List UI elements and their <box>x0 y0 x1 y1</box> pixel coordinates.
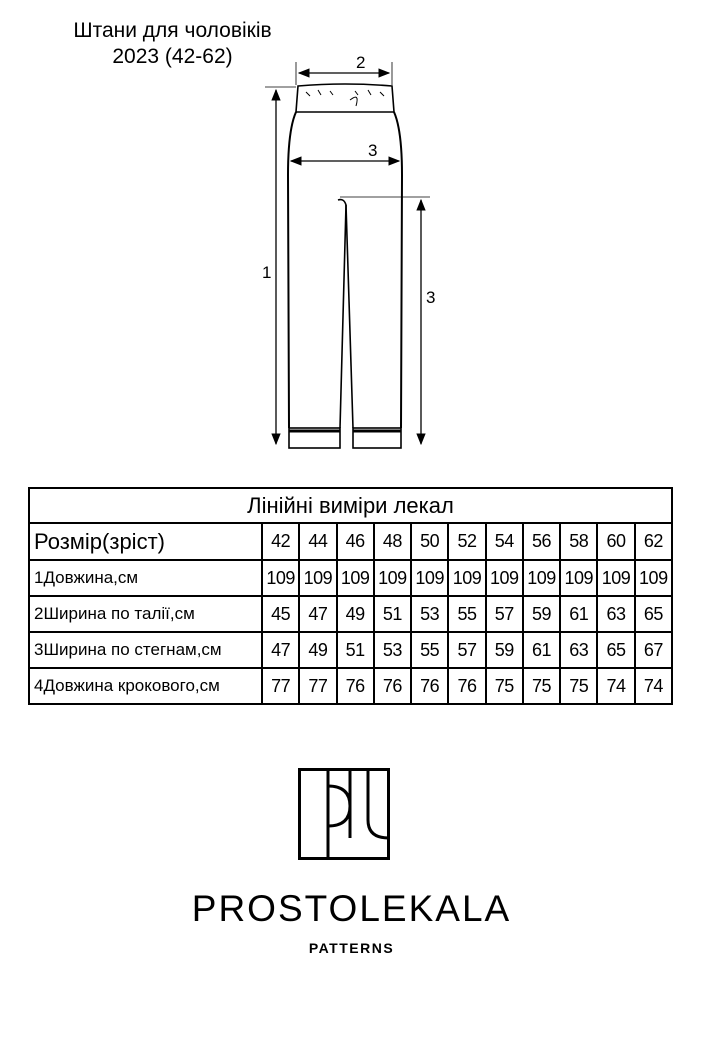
value-cell: 65 <box>635 596 672 632</box>
size-cell: 50 <box>411 523 448 560</box>
value-cell: 109 <box>597 560 634 596</box>
size-cell: 46 <box>337 523 374 560</box>
value-cell: 77 <box>262 668 299 704</box>
row-label: 4Довжина крокового,см <box>29 668 262 704</box>
brand-logo-icon <box>298 768 390 860</box>
size-cell: 54 <box>486 523 523 560</box>
size-cell: 44 <box>299 523 336 560</box>
value-cell: 57 <box>486 596 523 632</box>
value-cell: 65 <box>597 632 634 668</box>
title-line-2: 2023 (42-62) <box>112 45 233 68</box>
row-label: 2Ширина по талії,см <box>29 596 262 632</box>
table-header-row <box>29 523 672 560</box>
value-cell: 55 <box>448 596 485 632</box>
value-cell: 55 <box>411 632 448 668</box>
value-cell: 63 <box>597 596 634 632</box>
size-cell: 48 <box>374 523 411 560</box>
dim-label-2: 2 <box>356 53 366 72</box>
size-cell: 62 <box>635 523 672 560</box>
size-cell: 58 <box>560 523 597 560</box>
value-cell: 59 <box>523 596 560 632</box>
size-table <box>28 487 673 705</box>
size-cell: 56 <box>523 523 560 560</box>
value-cell: 109 <box>299 560 336 596</box>
value-cell: 61 <box>560 596 597 632</box>
brand-subtitle: PATTERNS <box>308 940 395 956</box>
value-cell: 49 <box>299 632 336 668</box>
value-cell: 75 <box>523 668 560 704</box>
table-row <box>29 632 672 668</box>
value-cell: 74 <box>597 668 634 704</box>
value-cell: 47 <box>262 632 299 668</box>
value-cell: 109 <box>262 560 299 596</box>
value-cell: 59 <box>486 632 523 668</box>
value-cell: 74 <box>635 668 672 704</box>
value-cell: 67 <box>635 632 672 668</box>
value-cell: 77 <box>299 668 336 704</box>
value-cell: 47 <box>299 596 336 632</box>
table-row <box>29 596 672 632</box>
value-cell: 75 <box>560 668 597 704</box>
dim-label-1: 1 <box>262 263 272 282</box>
row-label: 3Ширина по стегнам,см <box>29 632 262 668</box>
value-cell: 109 <box>411 560 448 596</box>
size-cell: 52 <box>448 523 485 560</box>
value-cell: 45 <box>262 596 299 632</box>
value-cell: 109 <box>337 560 374 596</box>
value-cell: 109 <box>523 560 560 596</box>
value-cell: 109 <box>448 560 485 596</box>
row-label: 1Довжина,см <box>29 560 262 596</box>
table-caption: Лінійні виміри лекал <box>29 488 672 523</box>
value-cell: 76 <box>448 668 485 704</box>
value-cell: 109 <box>635 560 672 596</box>
value-cell: 76 <box>374 668 411 704</box>
value-cell: 75 <box>486 668 523 704</box>
trousers-outline <box>288 84 402 448</box>
brand-name: PROSTOLEKALA <box>191 888 512 929</box>
value-cell: 53 <box>374 632 411 668</box>
table-row <box>29 560 672 596</box>
table-row <box>29 668 672 704</box>
value-cell: 51 <box>374 596 411 632</box>
value-cell: 109 <box>560 560 597 596</box>
title-line-1: Штани для чоловіків <box>73 19 272 42</box>
value-cell: 109 <box>374 560 411 596</box>
header-label: Розмір(зріст) <box>29 523 262 560</box>
value-cell: 57 <box>448 632 485 668</box>
value-cell: 76 <box>337 668 374 704</box>
size-cell: 60 <box>597 523 634 560</box>
size-cell: 42 <box>262 523 299 560</box>
value-cell: 51 <box>337 632 374 668</box>
value-cell: 61 <box>523 632 560 668</box>
dim-label-3-inseam: 3 <box>426 288 436 307</box>
value-cell: 109 <box>486 560 523 596</box>
value-cell: 63 <box>560 632 597 668</box>
value-cell: 49 <box>337 596 374 632</box>
dim-label-3-hips: 3 <box>368 141 378 160</box>
trousers-diagram <box>0 0 703 470</box>
value-cell: 53 <box>411 596 448 632</box>
value-cell: 76 <box>411 668 448 704</box>
